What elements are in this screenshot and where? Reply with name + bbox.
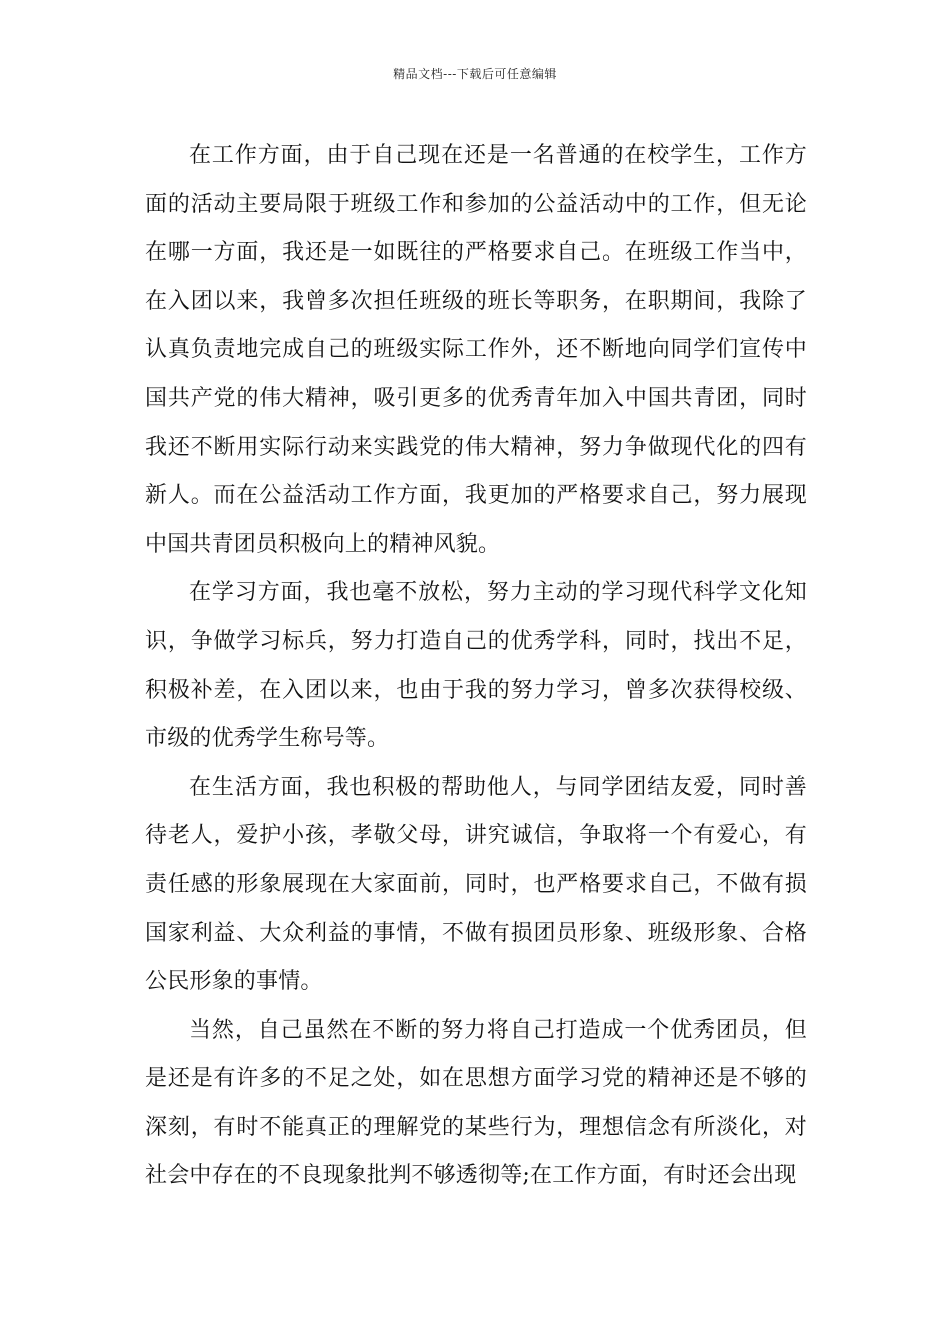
paragraph-shortcomings: 当然，自己虽然在不断的努力将自己打造成一个优秀团员，但是还是有许多的不足之处，如在思想方面学习党的精神还是不够的深刻，有时不能真正的理解党的某些行为，理想信念有所淡化，对社会中存在的不良现象批判不够透彻等;在工作方面，有时还会出现	[145, 1017, 807, 1189]
paragraph-life: 在生活方面，我也积极的帮助他人，与同学团结友爱，同时善待老人，爱护小孩，孝敬父母，讲究诚信，争取将一个有爱心，有责任感的形象展现在大家面前，同时，也严格要求自己，不做有损国家利益、大众利益的事情，不做有损团员形象、班级形象、合格公民形象的事情。	[145, 774, 807, 995]
document-body	[145, 132, 807, 1201]
page-header: 精品文档---下载后可任意编辑	[393, 67, 557, 81]
paragraph-study: 在学习方面，我也毫不放松，努力主动的学习现代科学文化知识，争做学习标兵，努力打造自己的优秀学科，同时，找出不足，积极补差，在入团以来，也由于我的努力学习，曾多次获得校级、市级的优秀学生称号等。	[145, 580, 807, 752]
paragraph-work: 在工作方面，由于自己现在还是一名普通的在校学生，工作方面的活动主要局限于班级工作和参加的公益活动中的工作，但无论在哪一方面，我还是一如既往的严格要求自己。在班级工作当中，在入团以来，我曾多次担任班级的班长等职务，在职期间，我除了认真负责地完成自己的班级实际工作外，还不断地向同学们宣传中国共产党的伟大精神，吸引更多的优秀青年加入中国共青团，同时我还不断用实际行动来实践党的伟大精神，努力争做现代化的四有新人。而在公益活动工作方面，我更加的严格要求自己，努力展现中国共青团员积极向上的精神风貌。	[145, 143, 807, 557]
